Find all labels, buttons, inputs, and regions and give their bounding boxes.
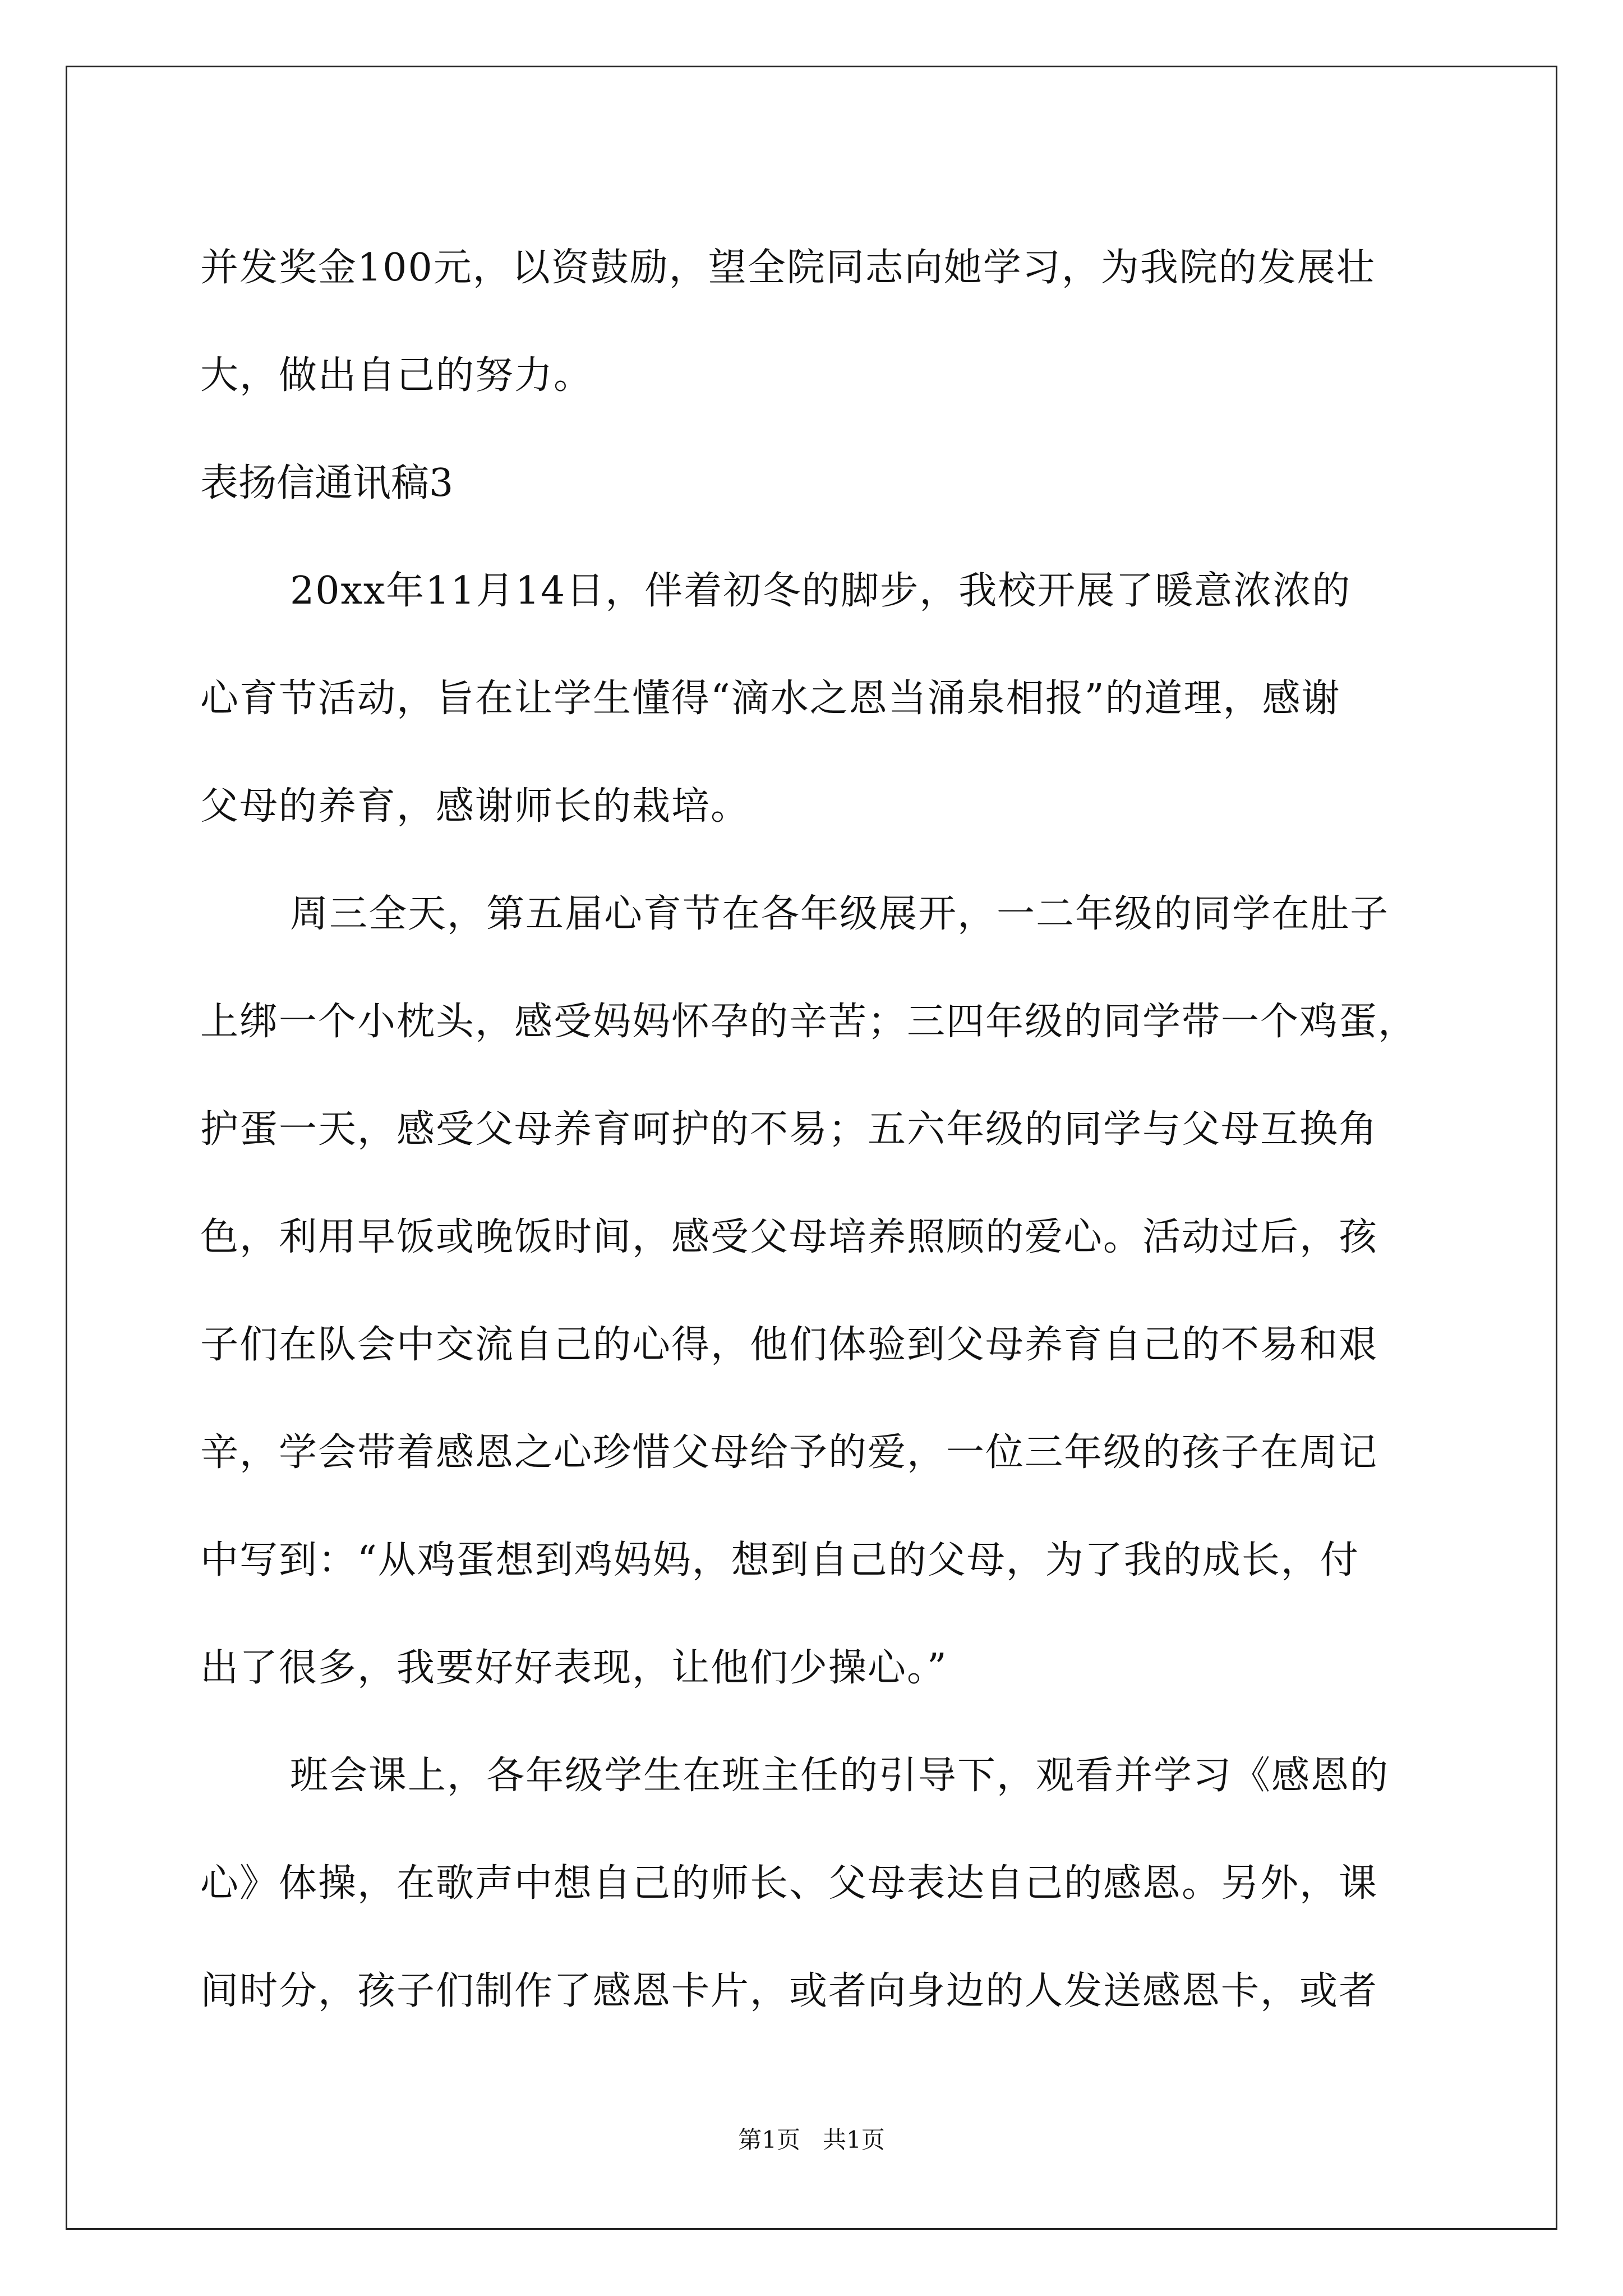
text-line: 并发奖金100元，以资鼓励，望全院同志向她学习，为我院的发展壮 xyxy=(200,246,1376,290)
paragraph-first-line: 班会课上，各年级学生在班主任的引导下，观看并学习《感恩的 xyxy=(290,1754,1390,1798)
text-line: 中写到：“从鸡蛋想到鸡妈妈，想到自己的父母，为了我的成长，付 xyxy=(200,1538,1359,1582)
paragraph-first-line: 20xx年11月14日，伴着初冬的脚步，我校开展了暖意浓浓的 xyxy=(290,569,1352,613)
text-line: 心》体操，在歌声中想自己的师长、父母表达自己的感恩。另外，课 xyxy=(200,1861,1378,1906)
page-total: 共1页 xyxy=(823,2126,885,2154)
page-number: 第1页 xyxy=(738,2126,800,2154)
text-line: 上绑一个小枕头，感受妈妈怀孕的辛苦；三四年级的同学带一个鸡蛋， xyxy=(200,1000,1418,1044)
section-heading: 表扬信通讯稿3 xyxy=(200,461,454,505)
paragraph-first-line: 周三全天，第五届心育节在各年级展开，一二年级的同学在肚子 xyxy=(290,892,1390,936)
text-line: 出了很多，我要好好表现，让他们少操心。” xyxy=(200,1646,948,1690)
text-line: 护蛋一天，感受父母养育呵护的不易；五六年级的同学与父母互换角 xyxy=(200,1107,1378,1152)
text-line: 辛，学会带着感恩之心珍惜父母给予的爱，一位三年级的孩子在周记 xyxy=(200,1430,1378,1475)
text-line: 间时分，孩子们制作了感恩卡片，或者向身边的人发送感恩卡，或者 xyxy=(200,1969,1378,2013)
text-line: 心育节活动，旨在让学生懂得“滴水之恩当涌泉相报”的道理，感谢 xyxy=(200,677,1341,721)
text-line: 父母的养育，感谢师长的栽培。 xyxy=(200,784,750,829)
page-footer xyxy=(0,2123,1623,2157)
text-line: 子们在队会中交流自己的心得，他们体验到父母养育自己的不易和艰 xyxy=(200,1323,1378,1367)
text-line: 色，利用早饭或晚饭时间，感受父母培养照顾的爱心。活动过后，孩 xyxy=(200,1215,1378,1259)
text-line: 大，做出自己的努力。 xyxy=(200,353,593,398)
document-body xyxy=(200,214,1440,2045)
